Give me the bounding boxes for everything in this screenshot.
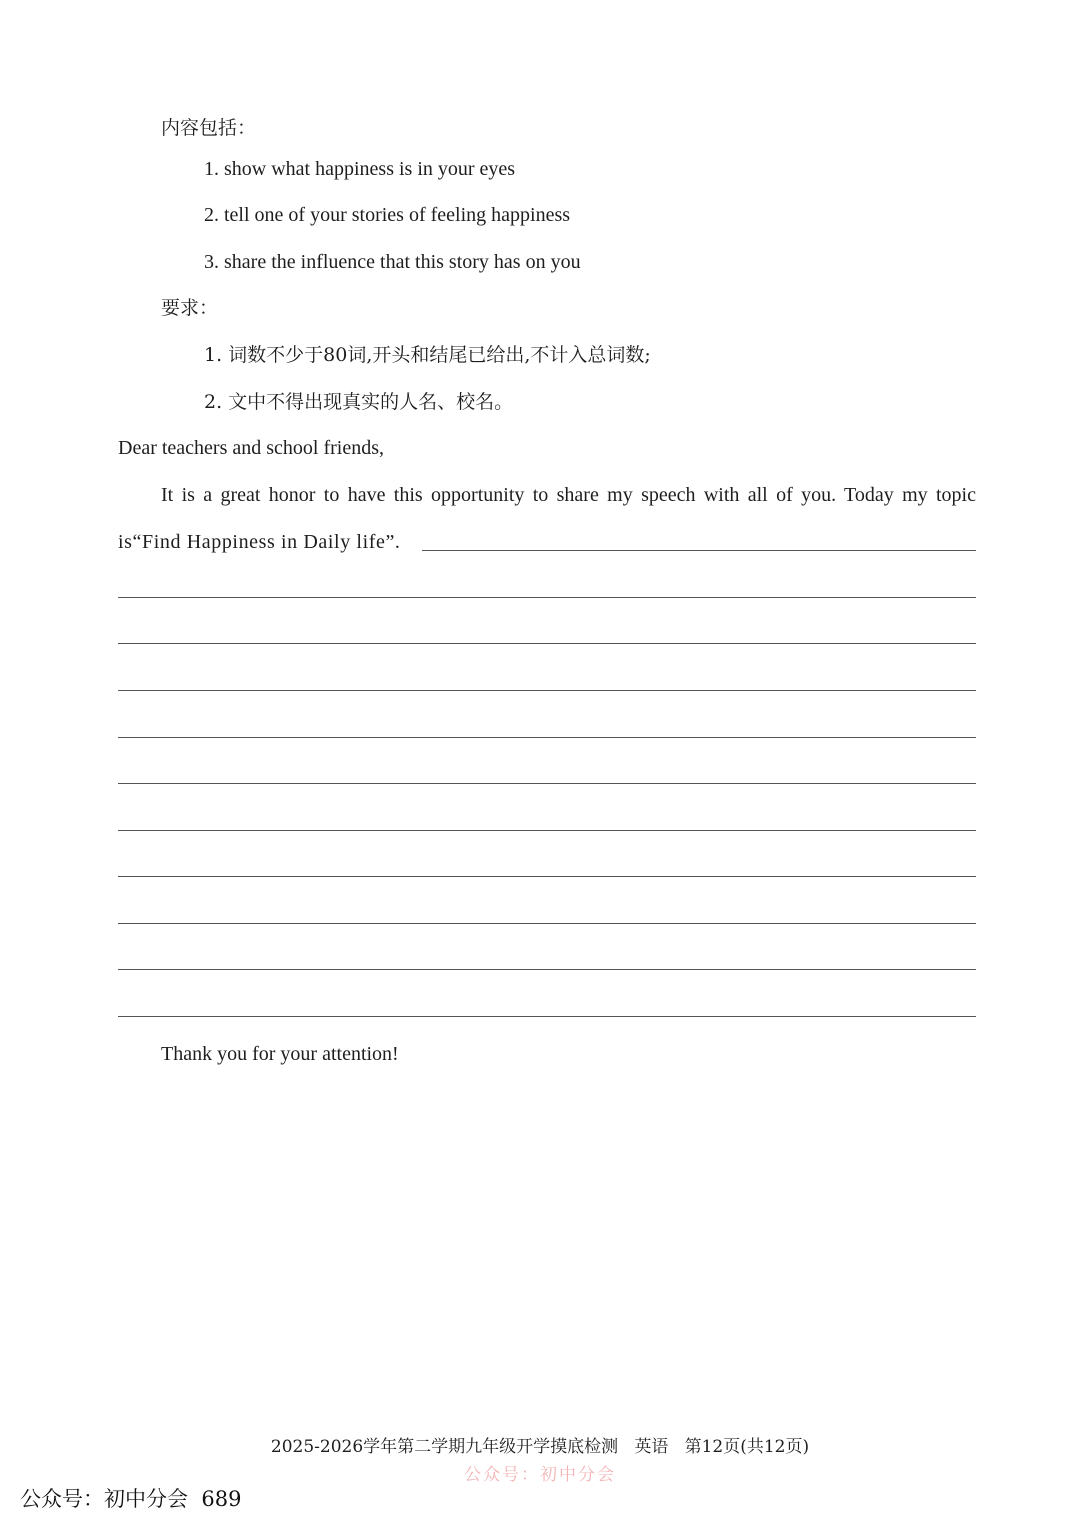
writing-line-8[interactable] (118, 876, 976, 877)
writing-line-4[interactable] (118, 690, 976, 691)
requirement-item-1: 1. 词数不少于80词,开头和结尾已给出,不计入总词数; (204, 344, 651, 366)
watermark-black: 公众号：初中分会 689 (20, 1487, 242, 1511)
writing-line-11[interactable] (118, 1016, 976, 1017)
page-footer: 2025-2026学年第二学期九年级开学摸底检测 英语 第12页(共12页) (270, 1437, 810, 1457)
writing-line-9[interactable] (118, 923, 976, 924)
content-item-2: 2. tell one of your stories of feeling happiness (204, 204, 571, 226)
content-item-1: 1. show what happiness is in your eyes (204, 158, 516, 180)
greeting: Dear teachers and school friends, (118, 437, 384, 459)
requirement-item-2: 2. 文中不得出现真实的人名、校名。 (204, 391, 514, 413)
content-heading: 内容包括： (161, 117, 257, 139)
writing-line-5[interactable] (118, 737, 976, 738)
writing-line-7[interactable] (118, 830, 976, 831)
closing-line: Thank you for your attention! (161, 1043, 399, 1065)
writing-line-6[interactable] (118, 783, 976, 784)
writing-line-10[interactable] (118, 969, 976, 970)
content-item-3: 3. share the influence that this story has on you (204, 251, 581, 273)
requirements-heading: 要求： (161, 297, 219, 319)
watermark-pink: 公众号：初中分会 (464, 1465, 616, 1485)
writing-line-1[interactable] (422, 550, 976, 551)
writing-line-2[interactable] (118, 597, 976, 598)
opening-line-1: It is a great honor to have this opportunity to share my speech with all of you. Today my topic (161, 484, 976, 506)
writing-line-3[interactable] (118, 643, 976, 644)
opening-line-2: is“Find Happiness in Daily life”. (118, 531, 401, 553)
